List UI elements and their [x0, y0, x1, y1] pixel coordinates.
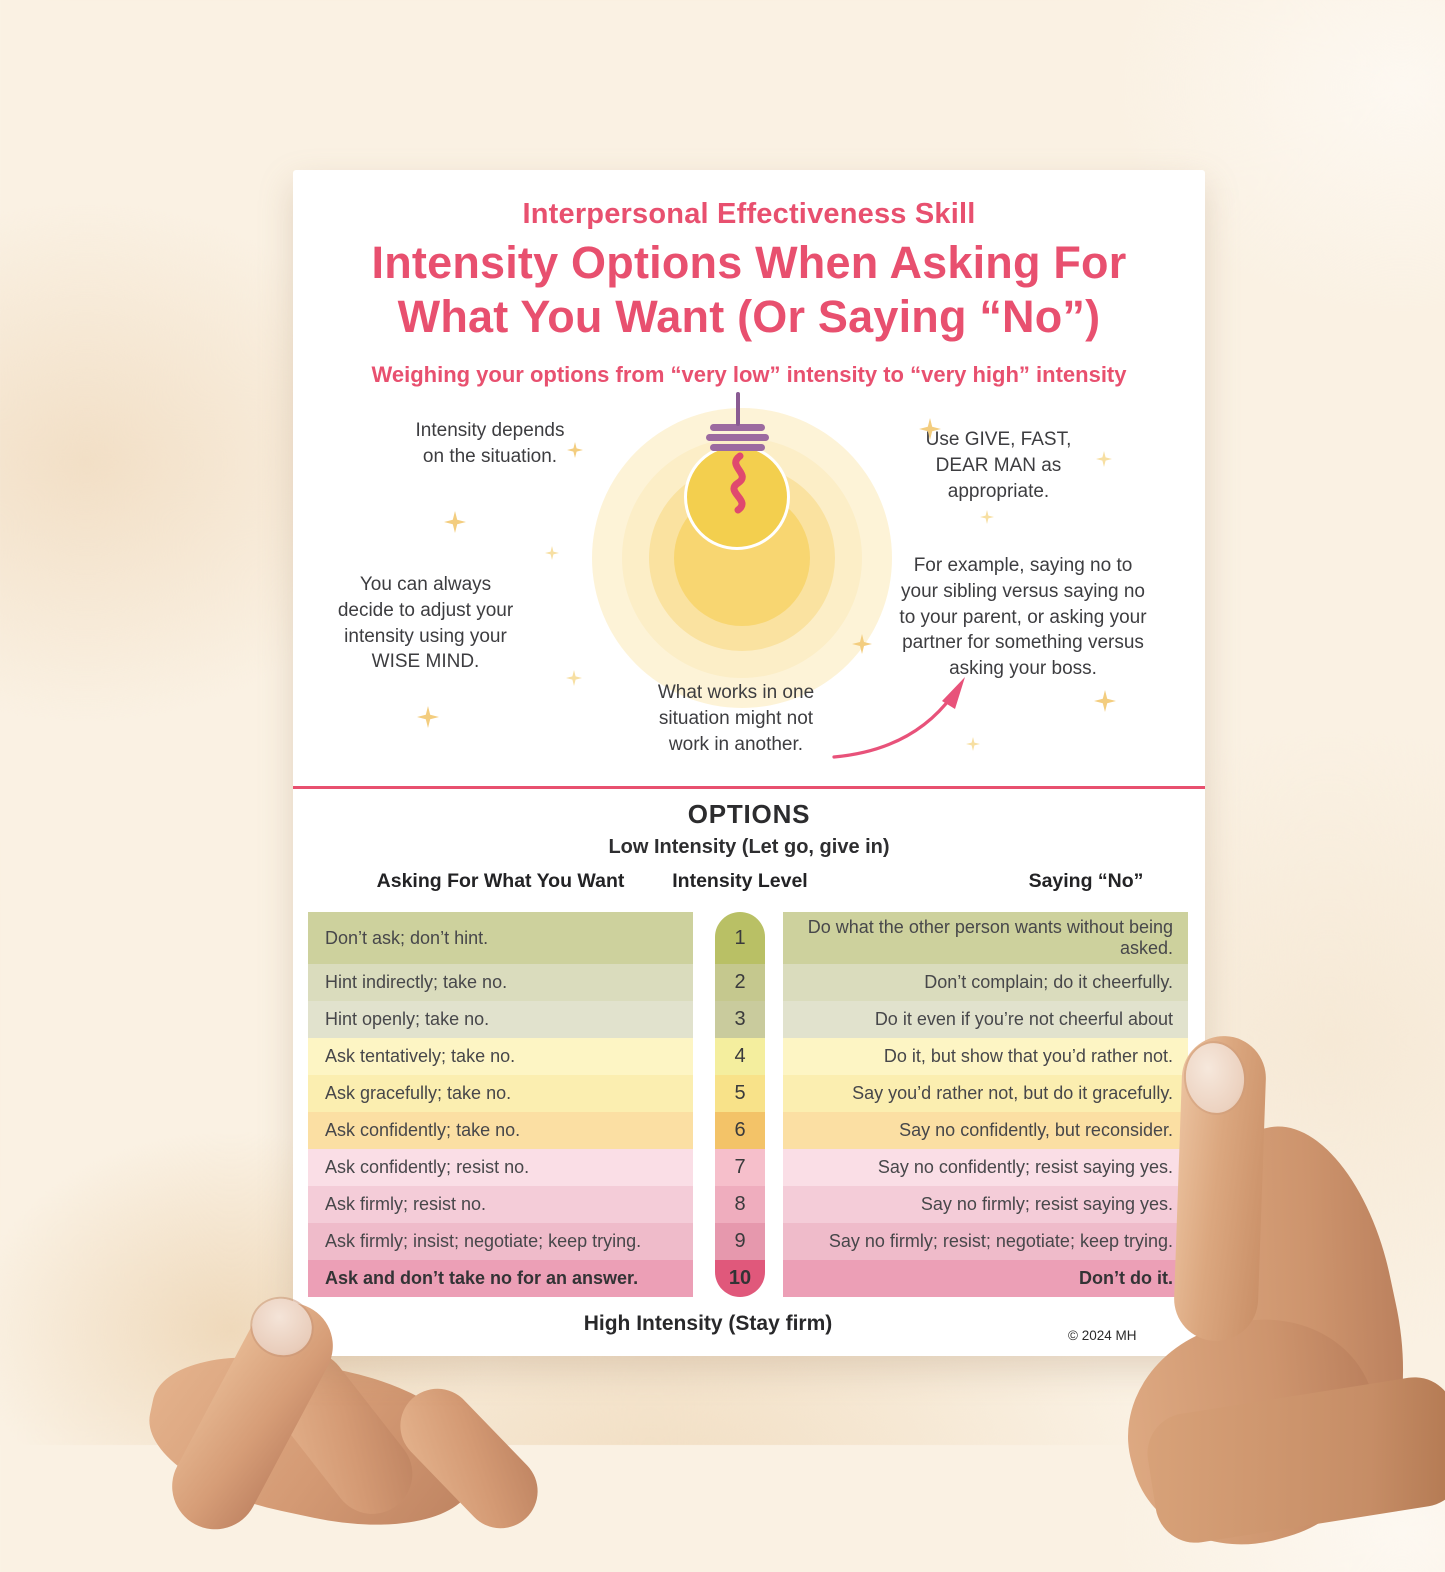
table-row: [308, 1260, 1188, 1297]
sparkle-icon: [1094, 690, 1116, 712]
sparkle-icon: [566, 670, 582, 686]
no-cell: Do what the other person wants without being asked.: [783, 912, 1188, 964]
ask-cell: Ask firmly; insist; negotiate; keep trying.: [308, 1223, 693, 1260]
column-header-asking: Asking For What You Want: [376, 870, 625, 892]
level-cell: 3: [715, 1001, 765, 1038]
table-row: [308, 1075, 1188, 1112]
table-row: [308, 912, 1188, 964]
lightbulb-illustration: [293, 390, 1205, 788]
no-cell: Say no confidently, but reconsider.: [783, 1112, 1188, 1149]
sparkle-icon: [1096, 451, 1112, 467]
level-cell: 8: [715, 1186, 765, 1223]
note-give-fast-dearman: Use GIVE, FAST, DEAR MAN as appropriate.: [925, 429, 1072, 502]
level-cell: 10: [715, 1260, 765, 1297]
sparkle-icon: [444, 511, 466, 533]
page-title-line1: Intensity Options When Asking For: [371, 237, 1127, 288]
table-row: [308, 1038, 1188, 1075]
sparkle-icon: [417, 706, 439, 728]
no-cell: Say no firmly; resist; negotiate; keep trying.: [783, 1223, 1188, 1260]
level-cell: 6: [715, 1112, 765, 1149]
curved-arrow-icon: [830, 670, 970, 765]
table-row: [308, 1223, 1188, 1260]
high-intensity-label: High Intensity (Stay firm): [583, 1312, 833, 1335]
options-heading: OPTIONS: [687, 799, 811, 829]
no-cell: Say no confidently; resist saying yes.: [783, 1149, 1188, 1186]
no-cell: Don’t do it.: [783, 1260, 1188, 1297]
worksheet-page: [293, 170, 1205, 1356]
no-cell: Do it even if you’re not cheerful about: [783, 1001, 1188, 1038]
note-intensity-depends: Intensity depends on the situation.: [415, 420, 565, 467]
level-cell: 1: [715, 912, 765, 964]
note-example: For example, saying no to your sibling versus saying no to your parent, or asking your partner for something versus asking your boss.: [899, 555, 1147, 680]
ask-cell: Hint indirectly; take no.: [308, 964, 693, 1001]
intensity-options-table: [308, 912, 1188, 1297]
sparkle-icon: [980, 510, 994, 524]
table-row: [308, 1112, 1188, 1149]
level-cell: 7: [715, 1149, 765, 1186]
ask-cell: Ask tentatively; take no.: [308, 1038, 693, 1075]
sparkle-icon: [567, 442, 583, 458]
table-row: [308, 1186, 1188, 1223]
table-row: [308, 1149, 1188, 1186]
column-header-intensity-level: Intensity Level: [672, 870, 808, 892]
page-kicker: Interpersonal Effectiveness Skill: [522, 198, 976, 230]
bulb-cap-icon: [706, 434, 769, 441]
table-row: [308, 1001, 1188, 1038]
ask-cell: Don’t ask; don’t hint.: [308, 912, 693, 964]
column-header-saying-no: Saying “No”: [1028, 870, 1144, 892]
ask-cell: Hint openly; take no.: [308, 1001, 693, 1038]
low-intensity-label: Low Intensity (Let go, give in): [608, 836, 890, 858]
page-subtitle: Weighing your options from “very low” intensity to “very high” intensity: [371, 362, 1127, 387]
bulb-cord-icon: [736, 392, 740, 426]
level-cell: 4: [715, 1038, 765, 1075]
note-what-works: What works in one situation might not work in another.: [657, 682, 815, 755]
page-title: [293, 236, 1205, 344]
table-row: [308, 964, 1188, 1001]
filament-icon: [720, 452, 756, 514]
level-cell: 2: [715, 964, 765, 1001]
ask-cell: Ask confidently; resist no.: [308, 1149, 693, 1186]
ask-cell: Ask confidently; take no.: [308, 1112, 693, 1149]
ask-cell: Ask gracefully; take no.: [308, 1075, 693, 1112]
level-cell: 9: [715, 1223, 765, 1260]
no-cell: Do it, but show that you’d rather not.: [783, 1038, 1188, 1075]
no-cell: Don’t complain; do it cheerfully.: [783, 964, 1188, 1001]
sparkle-icon: [545, 546, 559, 560]
no-cell: Say no firmly; resist saying yes.: [783, 1186, 1188, 1223]
level-cell: 5: [715, 1075, 765, 1112]
ask-cell: Ask firmly; resist no.: [308, 1186, 693, 1223]
section-divider: [293, 786, 1205, 789]
note-wise-mind: You can always decide to adjust your intensity using your WISE MIND.: [337, 574, 514, 673]
no-cell: Say you’d rather not, but do it gracefully.: [783, 1075, 1188, 1112]
page-title-line2: What You Want (Or Saying “No”): [397, 291, 1101, 342]
ask-cell: Ask and don’t take no for an answer.: [308, 1260, 693, 1297]
copyright-text: © 2024 MH: [1068, 1328, 1137, 1343]
bulb-cap-icon: [710, 444, 765, 451]
